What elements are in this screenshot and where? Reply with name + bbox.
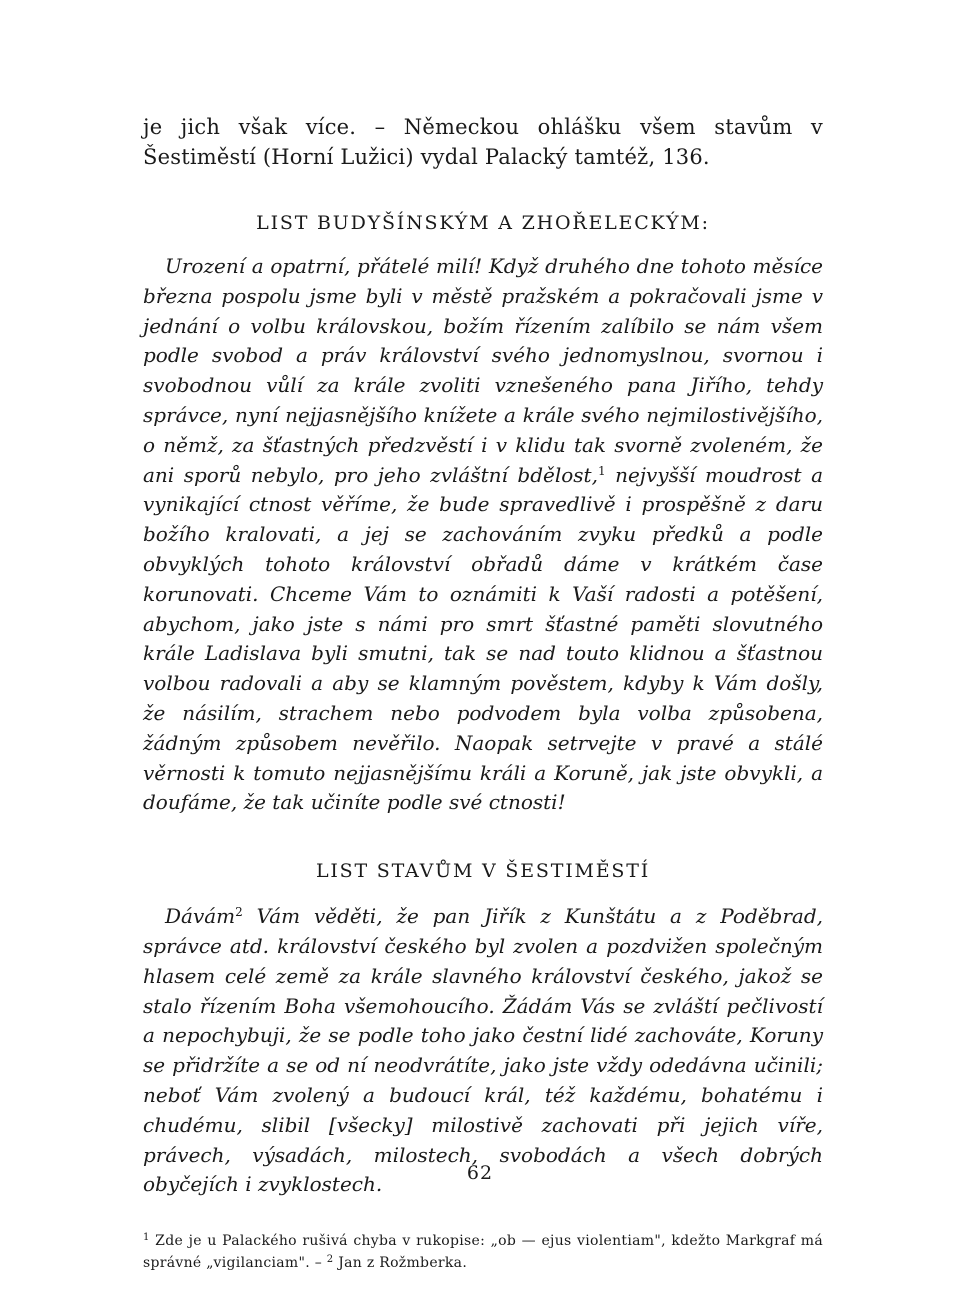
page-content bbox=[143, 112, 823, 1274]
footnote-text-1: Zde je u Palackého rušivá chyba v rukopise: „ob — ejus violentiam", kdežto Markgraf má správné „vigilanciam". – bbox=[143, 1233, 823, 1272]
letter-budysin-paragraph bbox=[143, 252, 823, 818]
footnote-ref-1: 1 bbox=[597, 463, 606, 478]
page-number: 62 bbox=[466, 1162, 494, 1184]
letter-budysin-text-2: nejvyšší moudrost a vynikající ctnost věříme, že bude spravedlivě i prospěšně z daru božího kralovati, a jej se zachováním zvyku předků a podle obvyklých tohoto království obřadů dáme v krátkém čase korunovati. Chceme Vám to oznámiti k Vaší radosti a potěšení, abychom, jako jste s námi pro smrt šťastné paměti slovutného krále Ladislava byli smutni, tak se nad touto klidnou a šťastnou volbou radovali a aby se klamným pověstem, kdyby k Vám došly, že násilím, strachem nebo podvodem byla volba způsobena, žádným způsobem nevěřilo. Naopak setrvejte v pravé a stálé věrnosti k tomuto nejjasnějšímu králi a Koruně, jak jste obvykli, a doufáme, že tak učiníte podle své ctnosti! bbox=[143, 462, 823, 815]
intro-paragraph bbox=[143, 112, 823, 172]
section-heading-sestimesti: LIST STAVŮM V ŠESTIMĚSTÍ bbox=[315, 860, 651, 883]
section-heading-budysin: LIST BUDYŠÍNSKÝM A ZHOŘELECKÝM: bbox=[256, 212, 710, 234]
footnotes bbox=[143, 1230, 823, 1274]
letter-sestimesti-text-1: Dávám bbox=[165, 904, 236, 929]
footnote-marker-2: 2 bbox=[326, 1254, 334, 1266]
footnote-ref-2: 2 bbox=[235, 905, 243, 920]
footnote-text-2: Jan z Rožmberka. bbox=[333, 1255, 468, 1272]
footnote-marker-1: 1 bbox=[143, 1232, 150, 1244]
letter-budysin-text-1: Urození a opatrní, přátelé milí! Když druhého dne tohoto měsíce března pospolu jsme byli v městě pražském a pokračovali jsme v jednání o volbu královskou, božím řízením zalíbilo se nám všem podle svobod a práv království svého jednomyslnou, svornou i svobodnou vůlí za krále zvoliti vznešeného pana Jiřího, tehdy správce, nyní nejjasnějšího knížete a krále svého nejmilostivějšího, o němž, za šťastných předzvěstí i v klidu tak svorně zvoleném, že ani sporů nebylo, pro jeho zvláštní bdělost, bbox=[143, 254, 823, 487]
intro-text: je jich však více. – Německou ohlášku všem stavům v Šestiměstí (Horní Lužici) vydal Palacký tamtéž, 136. bbox=[143, 115, 823, 169]
letter-sestimesti-text-2: Vám věděti, že pan Jiřík z Kunštátu a z Poděbrad, správce atd. království českého byl zvolen a pozdvižen společným hlasem celé země za krále slavného království českého, jakož se stalo řízením Boha všemohoucího. Žádám Vás se zvláští pečlivostí a nepochybuji, že se podle toho jako čestní lidé zachováte, Koruny se přidržíte a se od ní neodvrátíte, jako jste vždy odedávna učinili; neboť Vám zvolený a budoucí král, též každému, bohatému i chudému, slibil [všecky] milostivě zachovati při jejich víře, právech, výsadách, milostech, svobodách a všech dobrých obyčejích i zvyklostech. bbox=[143, 904, 823, 1197]
letter-sestimesti-paragraph bbox=[143, 902, 823, 1200]
